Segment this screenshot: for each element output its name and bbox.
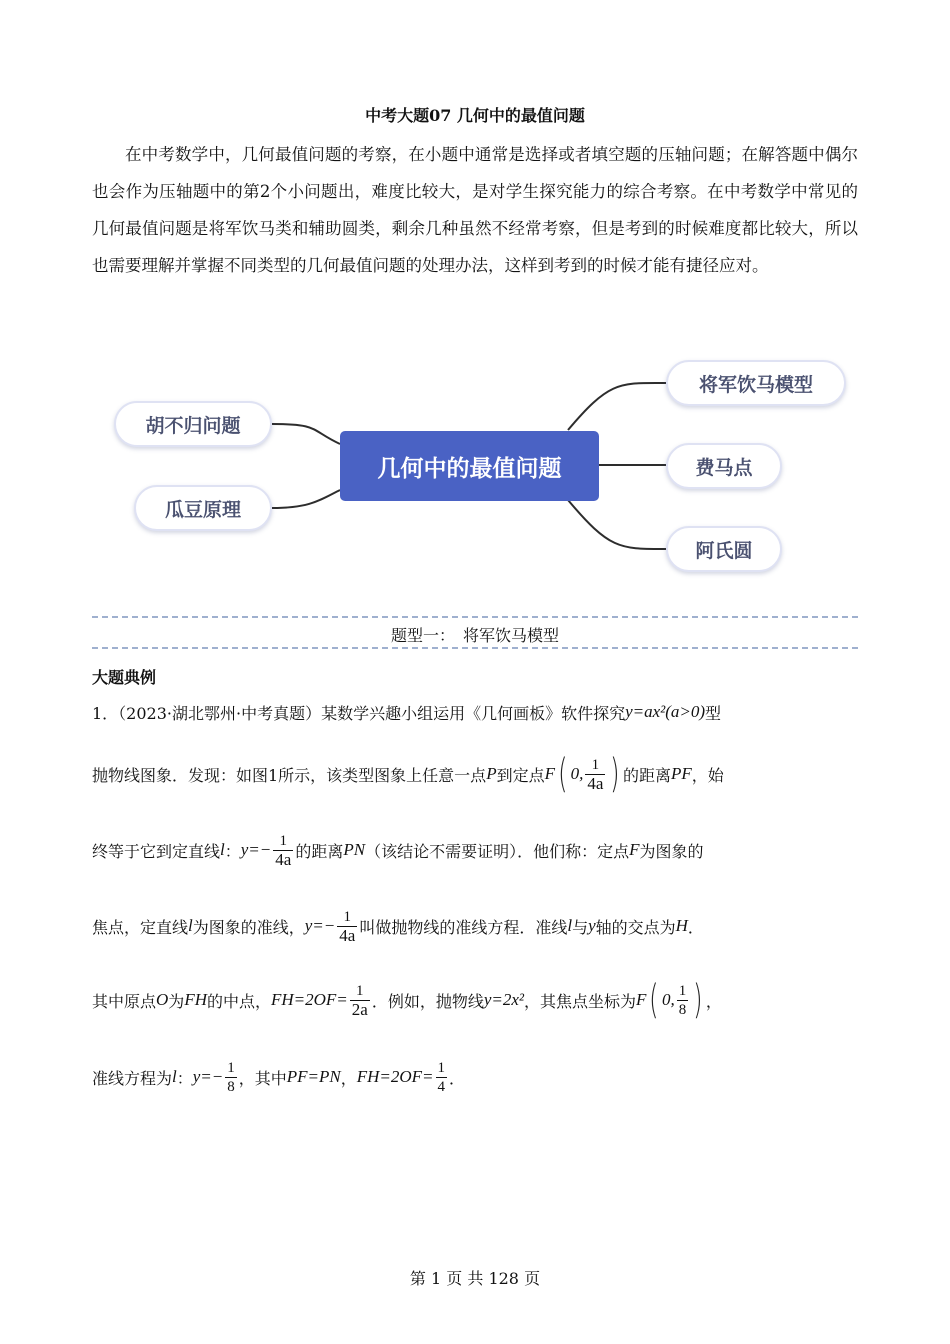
var-f: F xyxy=(636,990,647,1009)
fraction-1-over-4a xyxy=(273,832,293,869)
formula: y=− xyxy=(192,1067,224,1086)
text: ，其焦点坐标为 xyxy=(524,991,637,1011)
var-p: P xyxy=(486,764,497,783)
text: 叫做抛物线的准线方程．准线 xyxy=(359,917,568,937)
right-paren-icon: ) xyxy=(693,977,703,1023)
text: ： xyxy=(224,841,241,861)
mindmap-node-left-1: 胡不归问题 xyxy=(114,401,272,447)
denominator: 4a xyxy=(587,773,604,793)
text: 为图象的准线， xyxy=(192,917,305,937)
numerator: 1 xyxy=(343,908,352,925)
right-paren-icon: ) xyxy=(610,751,620,797)
question-line-3 xyxy=(92,828,872,872)
formula: FH=2OF= xyxy=(356,1067,434,1086)
numerator: 1 xyxy=(227,1059,235,1076)
text: 为图象的 xyxy=(639,841,704,861)
denominator: 4 xyxy=(437,1078,446,1095)
fraction-1-over-4a xyxy=(585,756,605,793)
formula: y=ax²(a>0) xyxy=(625,702,706,721)
divider-bottom xyxy=(92,647,858,649)
text: ， xyxy=(705,991,722,1011)
fraction-1-over-4a xyxy=(337,908,357,945)
var-l: l xyxy=(220,840,225,859)
text: ．例如，抛物线 xyxy=(371,991,484,1011)
var-o: O xyxy=(156,990,169,1009)
mindmap-center-node: 几何中的最值问题 xyxy=(340,431,599,501)
text: ： xyxy=(176,1068,193,1088)
text: 轴的交点为 xyxy=(595,917,676,937)
denominator: 4a xyxy=(275,849,292,869)
text: 准线方程为 xyxy=(92,1068,173,1088)
var-pf: PF xyxy=(671,764,692,783)
intro-paragraph: 在中考数学中，几何最值问题的考察，在小题中通常是选择或者填空题的压轴问题；在解答题中偶尔也会作为压轴题中的第2个小问题出，难度比较大，是对学生探究能力的综合考察。在中考数学中常见的几何最值问题是将军饮马类和辅助圆类，剩余几种虽然不经常考察，但是考到的时候难度都比较大，所以也需要理解并掌握不同类型的几何最值问题的处理办法，这样到考到的时候才能有捷径应对。 xyxy=(92,145,858,275)
question-line-5 xyxy=(92,978,872,1022)
formula: y=− xyxy=(240,840,272,859)
fraction-1-over-8 xyxy=(225,1059,237,1096)
text: （该结论不需要证明）．他们称：定点 xyxy=(365,841,630,861)
text: 的中点， xyxy=(206,991,271,1011)
denominator: 8 xyxy=(227,1078,235,1095)
text: 为 xyxy=(168,991,185,1011)
var-fh: FH xyxy=(184,990,207,1009)
connector-right-top xyxy=(568,383,666,430)
var-pn: PN xyxy=(343,840,366,859)
text: 的距离 xyxy=(623,765,672,785)
text: 的距离 xyxy=(295,841,344,861)
divider-top xyxy=(92,616,858,618)
mindmap-node-right-2: 费马点 xyxy=(666,443,782,489)
coord: 0, xyxy=(662,990,675,1009)
left-paren-icon: ( xyxy=(649,977,659,1023)
text: 型 xyxy=(705,703,722,723)
text: 抛物线图象．发现：如图1所示，该类型图象上任意一点 xyxy=(92,765,487,785)
numerator: 1 xyxy=(279,832,288,849)
connector-left-top xyxy=(272,424,340,444)
mindmap-node-right-1: 将军饮马模型 xyxy=(666,360,846,406)
var-l: l xyxy=(567,916,573,935)
text: 1．（2023·湖北鄂州·中考真题）某数学兴趣小组运用《几何画板》软件探究 xyxy=(92,703,626,723)
text: 焦点，定直线 xyxy=(92,917,189,937)
text: ． xyxy=(449,1068,466,1088)
question-line-6 xyxy=(92,1055,872,1099)
numerator: 1 xyxy=(678,982,687,999)
text: ． xyxy=(687,917,704,937)
denominator: 2a xyxy=(351,999,368,1019)
connector-right-bottom xyxy=(568,500,666,549)
denominator: 8 xyxy=(678,1001,687,1018)
text: 终等于它到定直线 xyxy=(92,841,221,861)
fraction-1-over-4 xyxy=(436,1059,448,1096)
connector-left-bottom xyxy=(272,490,340,508)
var-y: y xyxy=(588,916,596,935)
text: ， xyxy=(340,1068,357,1088)
var-h: H xyxy=(675,916,688,935)
left-paren-icon: ( xyxy=(558,751,568,797)
fraction-1-over-8 xyxy=(677,982,689,1019)
question-line-4 xyxy=(92,904,872,948)
mindmap-node-right-3: 阿氏圆 xyxy=(666,526,782,572)
formula: FH=2OF= xyxy=(271,990,348,1009)
formula: y=2x² xyxy=(483,990,524,1009)
text: ，其中 xyxy=(238,1068,287,1088)
numerator: 1 xyxy=(356,982,364,999)
formula: y=− xyxy=(304,916,336,935)
section-title: 题型一： 将军饮马模型 xyxy=(390,626,559,645)
var-l: l xyxy=(188,916,193,935)
question-line-2 xyxy=(92,752,872,796)
sub-heading: 大题典例 xyxy=(92,668,157,687)
page-footer: 第 1 页 共 128 页 xyxy=(409,1269,541,1288)
coord: 0, xyxy=(570,764,584,783)
denominator: 4a xyxy=(339,925,356,945)
numerator: 1 xyxy=(591,756,600,773)
text: ，始 xyxy=(691,765,724,785)
formula: PF=PN xyxy=(286,1067,341,1086)
page-title: 中考大题07 几何中的最值问题 xyxy=(365,106,585,125)
text: 其中原点 xyxy=(92,991,157,1011)
mindmap-node-left-2: 瓜豆原理 xyxy=(134,485,272,531)
var-f: F xyxy=(544,764,555,783)
fraction-1-over-2a xyxy=(350,982,370,1019)
var-f: F xyxy=(629,840,640,859)
text: 到定点 xyxy=(496,765,545,785)
numerator: 1 xyxy=(437,1059,446,1076)
text: 与 xyxy=(572,917,589,937)
question-line-1 xyxy=(92,699,872,725)
var-l: l xyxy=(172,1067,177,1086)
